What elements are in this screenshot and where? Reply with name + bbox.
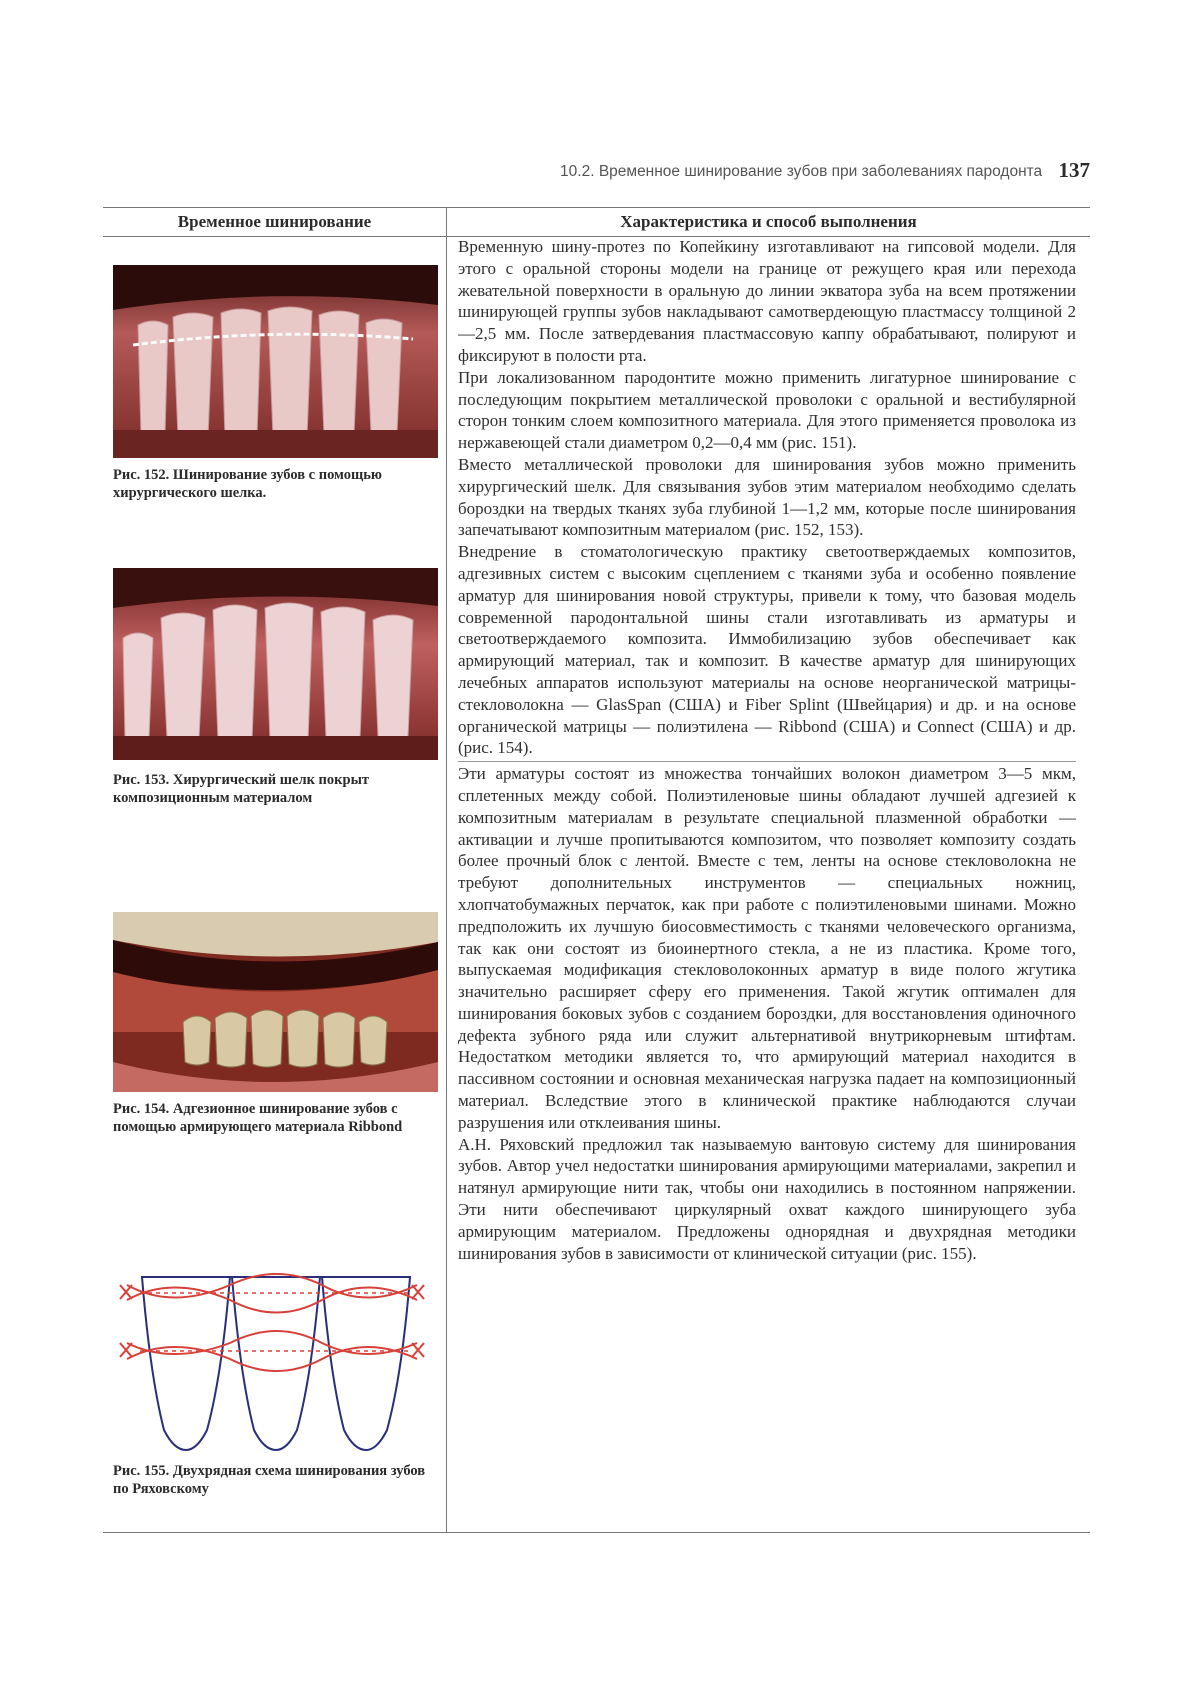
figure-154-caption: Рис. 154. Адгезионное шинирование зубов с помощью армирующего материала Ribbond xyxy=(113,1101,403,1135)
page-number: 137 xyxy=(1058,158,1090,182)
paragraph-composites: Внедрение в стоматологическую практику светоотверждаемых композитов, адгезивных систем с высоким сцеплением с тканями зуба и особенно появление арматур для шинирования новой структуры, привели к тому, что базовая модель современной пародонтальной шины стали изготавливать из арматуры и светоотверждаемого композита. Иммобилизацию зубов обеспечивает как армирующий материал, так и композит. В качестве арматур для шинирующих лечебных аппаратов используют материалы на основе неорганической матрицы-стекловолокна — GlasSpan (США) и Fiber Splint (Швейцария) и др. и на основе органической матрицы — полиэтилена — Ribbond (США) и Connect (США) и др. (рис. 154). xyxy=(458,542,1076,758)
table-bottom-rule xyxy=(103,1532,1090,1533)
paragraph-silk: Вместо металлической проволоки для шинирования зубов можно применить хирургический шелк. Для связывания зубов этим материалом необходимо сделать бороздки на твердых тканях зуба глубиной 1—1,2 мм, которые после шинирования запечатывают композитным материалом (рис. 152, 153). xyxy=(458,454,1076,540)
splinting-scheme-diagram xyxy=(112,1255,442,1455)
column-divider xyxy=(446,207,447,1533)
paragraph-fibers: Эти арматуры состоят из множества тончайших волокон диаметром 3—5 мкм, сплетенных между собой. Полиэтиленовые шины обладают лучшей адгезией к композитным материалам в результате специальной плазменной обработки — активации и лучше пропитываются композитом, что позволяет композиту создать более прочный блок с лентой. Вместе с тем, ленты на основе стекловолокна не требуют дополнительных инструментов — специальных ножниц, хлопчатобумажных перчаток, как при работе с полиэтиленовыми шинами. Можно предположить их лучшую биосовместимость с тканями человеческого организма, так как они состоят из биоинертного стекла, а не из пластика. Кроме того, выпускаемая модификация стекловолоконных арматур в виде полого жгутика значительно расширяет сферу его применения. Такой жгутик оптимален для шинирования боковых зубов с созданием бороздки, для восстановления одиночного дефекта зубного ряда или служит альтернативой внутрикорневым штифтам. Недостатком методики является то, что армирующий материал находится в пассивном состоянии и основная механическая нагрузка падает на композиционный материал. Вследствие этого в клинической практике наблюдаются случаи разрушения или отклеивания шины. xyxy=(458,761,1076,1134)
figure-152-caption: Рис. 152. Шинирование зубов с помощью хирургического шелка. xyxy=(113,467,382,501)
teeth-composite-covered-photo xyxy=(113,568,438,760)
paragraph-kopeikin: Временную шину-протез по Копейкину изготавливают на гипсовой модели. Для этого с оральной стороны модели на границе от режущего края или перехода жевательной поверхности в оральную до линии экватора зуба на всем протяжении шинирующей группы зубов накладывают самотвердеющую пластмассу толщиной 2—2,5 мм. После затвердевания пластмассовую каппу обрабатывают, полируют и фиксируют в полости рта. xyxy=(458,237,1076,365)
table-header-right: Характеристика и способ выполнения xyxy=(620,212,917,231)
table-header-left: Временное шинирование xyxy=(177,212,372,231)
running-head-title: 10.2. Временное шинирование зубов при заболеваниях пародонта xyxy=(560,163,1043,180)
teeth-silk-splint-photo xyxy=(113,265,438,458)
table-top-rule xyxy=(103,207,1090,208)
teeth-ribbond-photo xyxy=(113,912,438,1092)
figure-155-caption: Рис. 155. Двухрядная схема шинирования зубов по Ряховскому xyxy=(113,1463,426,1497)
figure-153-caption: Рис. 153. Хирургический шелк покрыт композиционным материалом xyxy=(113,772,370,806)
characteristics-text xyxy=(458,236,1076,1264)
paragraph-ligature: При локализованном пародонтите можно применить лигатурное шинирование с последующим покрытием металлической проволоки с оральной и вестибулярной сторон тонким слоем композитного материала. Для этого применяется проволока из нержавеющей стали диаметром 0,2—0,4 мм (рис. 151). xyxy=(458,367,1076,453)
running-head xyxy=(470,158,1090,183)
paragraph-ryakhovsky: А.Н. Ряховский предложил так называемую вантовую систему для шинирования зубов. Автор учел недостатки шинирования армирующими материалами, закрепил и натянул армирующие нити так, чтобы они находились в постоянном напряжении. Эти нити обеспечивают циркулярный охват каждого шинирующего зуба армирующим материалом. Предложены однорядная и двухрядная методики шинирования зубов в зависимости от клинической ситуации (рис. 155). xyxy=(458,1134,1076,1263)
